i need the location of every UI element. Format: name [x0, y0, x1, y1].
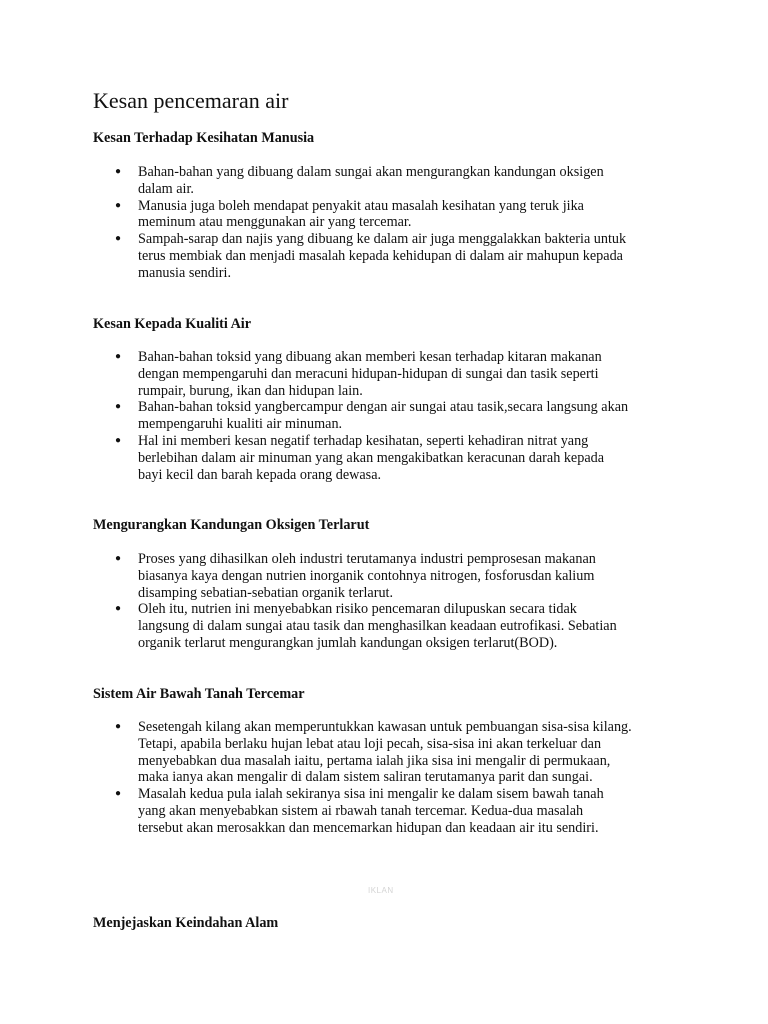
- list-item: ● Bahan-bahan toksid yang dibuang akan memberi kesan terhadap kitaran makanan dengan mempengaruhi dan meracuni hidupan-hidupan di sungai dan tasik seperti rumpair, burung, ikan dan hidupan lain.: [115, 349, 602, 399]
- list-item: ● Manusia juga boleh mendapat penyakit atau masalah kesihatan yang teruk jika meminum atau menggunakan air yang tercemar.: [115, 197, 584, 231]
- section-list-kualiti-air: [93, 349, 693, 483]
- list-item: ● Sampah-sarap dan najis yang dibuang ke dalam air juga menggalakkan bakteria untuk terus membiak dan menjadi masalah kepada kehidupan di dalam air mahupun kepada manusia sendiri.: [115, 231, 627, 281]
- section-heading-kesihatan: Kesan Terhadap Kesihatan Manusia: [93, 130, 315, 146]
- bullet-icon: ●: [115, 553, 122, 564]
- bullet-icon: ●: [115, 721, 122, 732]
- section-list-kesihatan: [93, 164, 693, 282]
- bullet-icon: ●: [115, 351, 122, 362]
- bullet-icon: ●: [115, 233, 122, 245]
- bullet-icon: ●: [115, 603, 122, 615]
- list-item: ● Proses yang dihasilkan oleh industri terutamanya industri pemprosesan makanan biasanya kaya dengan nutrien inorganik contohnya nitrogen, fosforusdan kalium disamping sebatian-sebatian organik terlarut.: [115, 551, 596, 601]
- list-item: ● Bahan-bahan toksid yangbercampur dengan air sungai atau tasik,secara langsung akan mempengaruhi kualiti air minuman.: [115, 399, 629, 433]
- list-item: ● Oleh itu, nutrien ini menyebabkan risiko pencemaran dilupuskan secara tidak langsung di dalam sungai atau tasik dan menghasilkan keadaan eutrofikasi. Sebatian organik terlarut mengurangkan jumlah kandungan oksigen terlarut(BOD).: [115, 601, 617, 651]
- section-list-oksigen-terlarut: [93, 551, 693, 652]
- list-item: ● Masalah kedua pula ialah sekiranya sisa ini mengalir ke dalam sisem bawah tanah yang akan menyebabkan sistem ai rbawah tanah tercemar. Kedua-dua masalah tersebut akan merosakkan dan mencemarkan hidupan dan keadaan air itu sendiri.: [115, 786, 604, 836]
- section-heading-keindahan-alam: Menjejaskan Keindahan Alam: [93, 915, 279, 931]
- section-heading-kualiti-air: Kesan Kepada Kualiti Air: [93, 316, 252, 332]
- bullet-icon: ●: [115, 788, 122, 800]
- bullet-icon: ●: [115, 199, 122, 211]
- list-item: ● Hal ini memberi kesan negatif terhadap kesihatan, seperti kehadiran nitrat yang berlebihan dalam air minuman yang akan mengakibatkan keracunan darah kepada bayi kecil dan barah kepada orang dewasa.: [115, 432, 605, 483]
- bullet-icon: ●: [115, 166, 122, 177]
- bullet-icon: ●: [115, 434, 122, 446]
- ad-label: IKLAN: [368, 886, 394, 895]
- section-list-air-bawah-tanah: [93, 719, 693, 837]
- section-heading-oksigen-terlarut: Mengurangkan Kandungan Oksigen Terlarut: [93, 517, 370, 533]
- section-heading-air-bawah-tanah: Sistem Air Bawah Tanah Tercemar: [93, 686, 305, 702]
- page-title: Kesan pencemaran air: [93, 88, 289, 113]
- bullet-icon: ●: [115, 401, 122, 413]
- list-item: ● Bahan-bahan yang dibuang dalam sungai akan mengurangkan kandungan oksigen dalam air.: [115, 164, 604, 197]
- list-item: ● Sesetengah kilang akan memperuntukkan kawasan untuk pembuangan sisa-sisa kilang. Tetapi, apabila berlaku hujan lebat atau loji pecah, sisa-sisa ini akan terkeluar dan menyebabkan dua masalah iaitu, pertama ialah jika sisa ini mengalir di permukaan, maka ianya akan mengalir di dalam sistem saliran terutamanya parit dan sungai.: [115, 719, 632, 786]
